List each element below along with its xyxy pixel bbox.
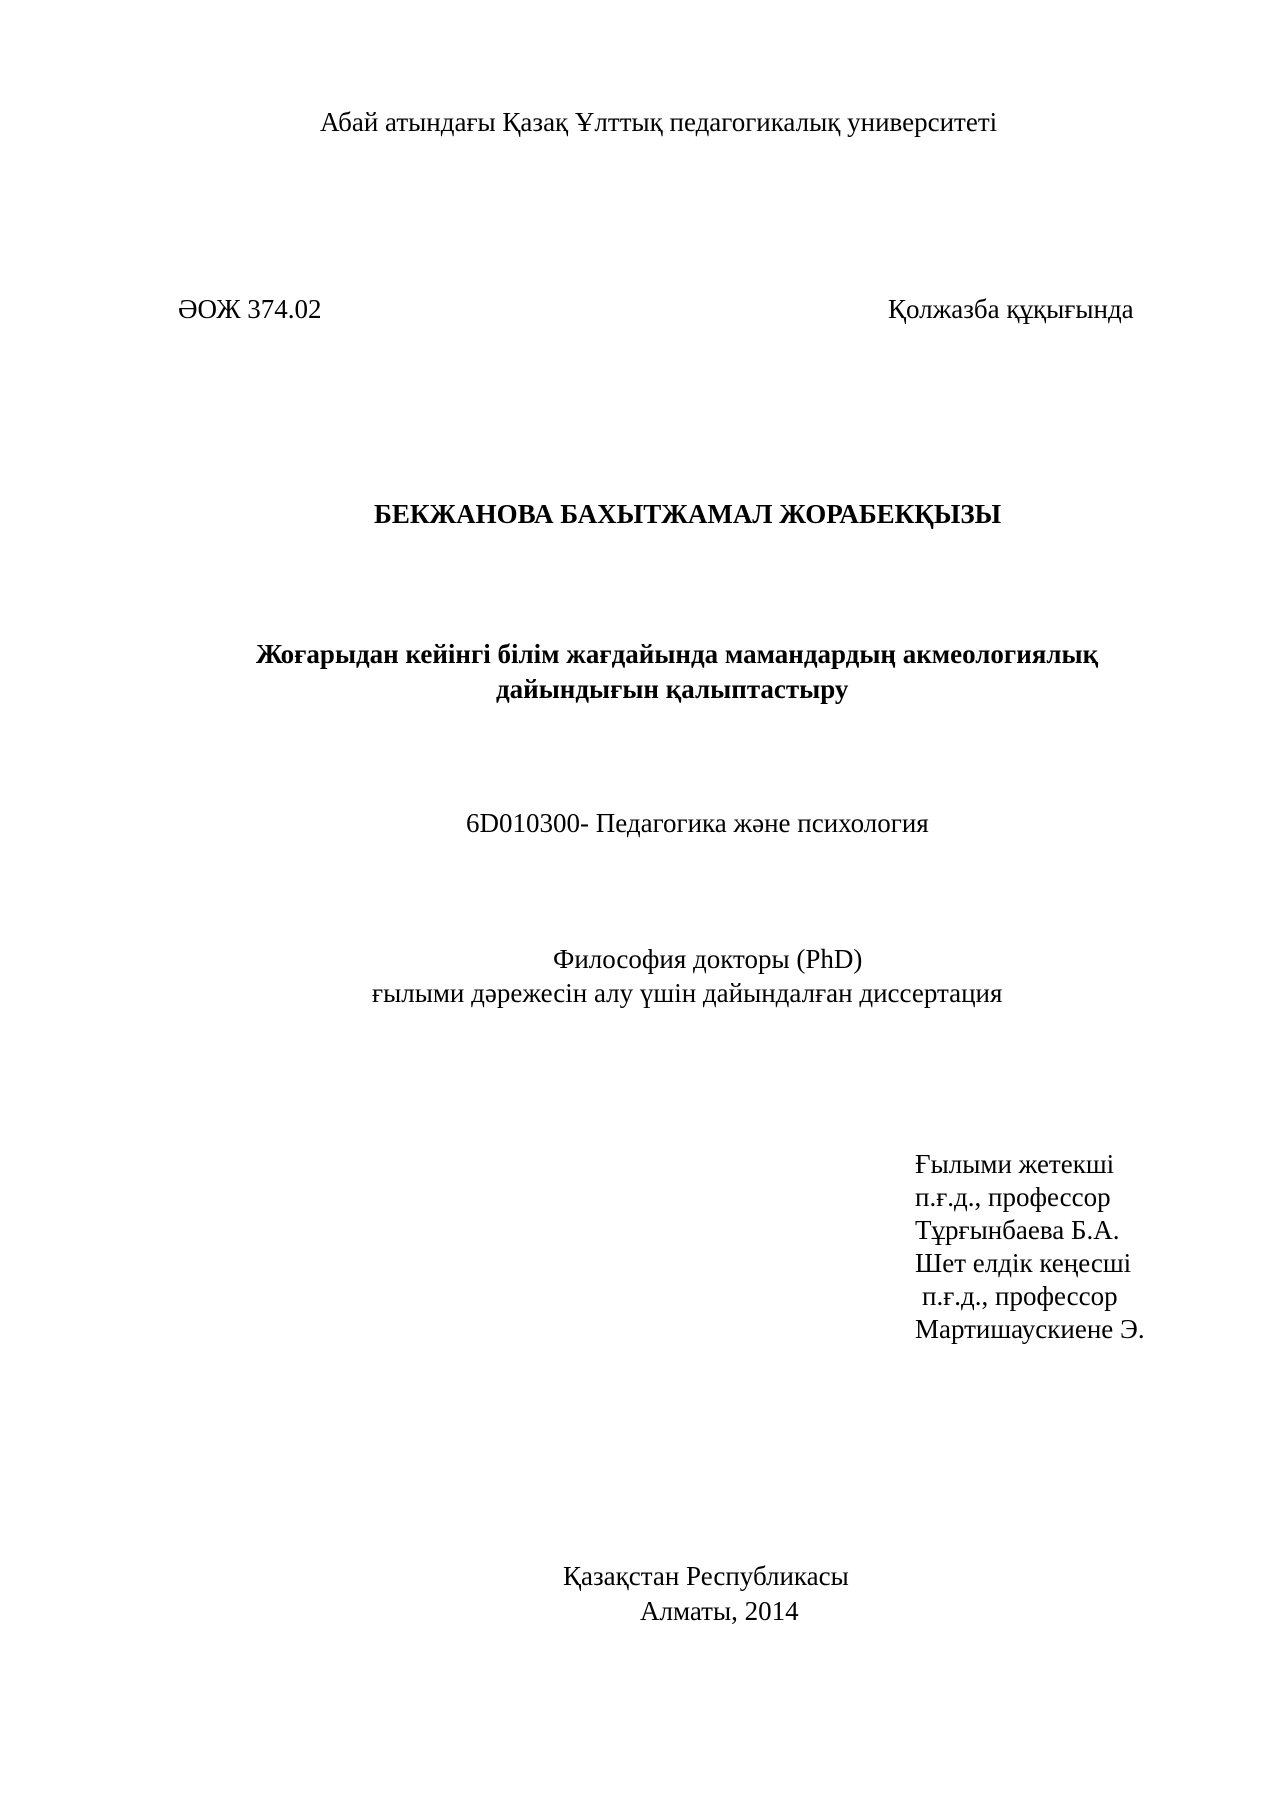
udc-code: ӘОЖ 374.02	[178, 294, 322, 324]
supervisor-name: Тұрғынбаева Б.А.	[915, 1215, 1120, 1245]
degree-line-1: Философия докторы (PhD)	[553, 944, 863, 974]
degree-line-2: ғылыми дәрежесін алу үшін дайындалған диссертация	[372, 978, 1003, 1008]
country-name: Қазақстан Республикасы	[563, 1561, 849, 1591]
scientific-supervisor-label: Ғылыми жетекші	[915, 1149, 1115, 1179]
title-line-2: дайындығын қалыптастыру	[496, 674, 849, 704]
supervisor-degree: п.ғ.д., профессор	[915, 1182, 1111, 1212]
university-name: Абай атындағы Қазақ Ұлттық педагогикалық университеті	[320, 107, 998, 137]
author-name: БЕКЖАНОВА БАХЫТЖАМАЛ ЖОРАБЕКҚЫЗЫ	[374, 499, 1002, 529]
consultant-degree: п.ғ.д., профессор	[922, 1281, 1118, 1311]
city-year: Алматы, 2014	[640, 1596, 799, 1626]
title-line-1: Жоғарыдан кейінгі білім жағдайында мамандардың акмеологиялық	[256, 639, 1099, 669]
consultant-name: Мартишаускиене Э.	[915, 1314, 1145, 1344]
foreign-consultant-label: Шет елдік кеңесші	[915, 1248, 1132, 1278]
manuscript-rights-note: Қолжазба құқығында	[888, 294, 1134, 324]
specialty-code: 6D010300- Педагогика және психология	[466, 808, 929, 838]
